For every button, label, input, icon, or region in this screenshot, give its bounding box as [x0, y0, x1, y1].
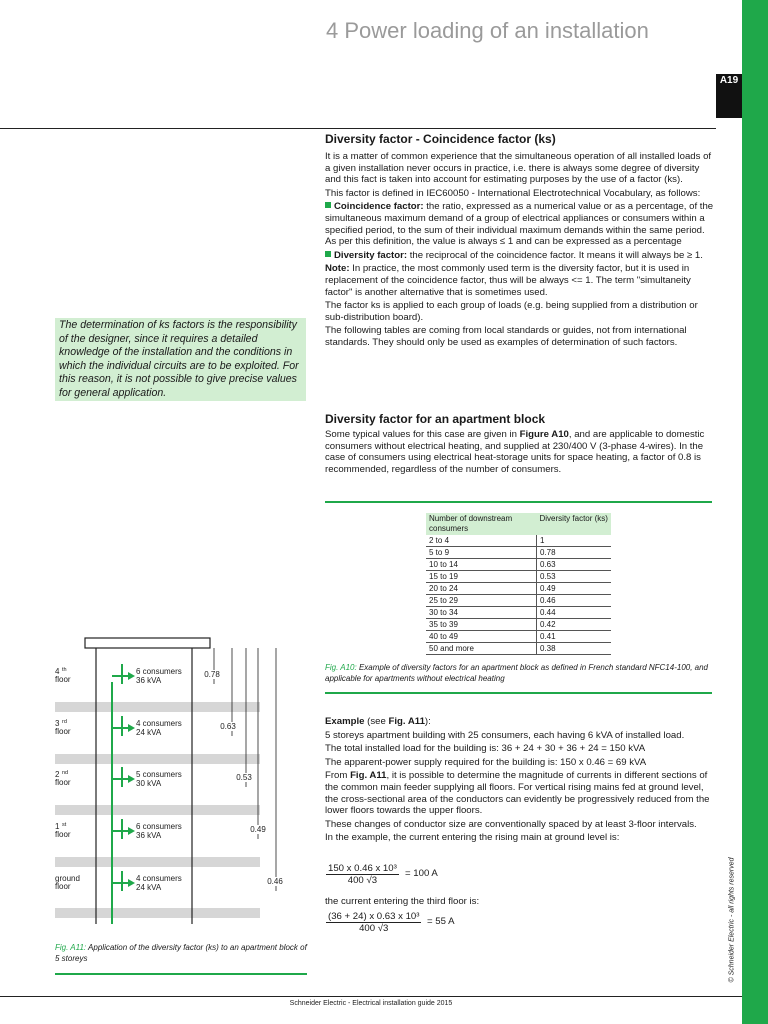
floor-slab	[55, 908, 260, 918]
factor-cell: 0.41	[537, 631, 612, 643]
consumer-load: 36 kVA	[136, 831, 162, 840]
consumer-count: 5 consumers	[136, 770, 182, 779]
arrow-head-icon	[128, 775, 135, 783]
column-header: Diversity factor (ks)	[537, 513, 612, 535]
consumers-cell: 15 to 19	[426, 571, 537, 583]
paragraph: The factor ks is applied to each group of loads (e.g. being supplied from a distribution or sub-distribution board).	[325, 300, 698, 323]
arrow-head-icon	[128, 879, 135, 887]
consumers-cell: 10 to 14	[426, 559, 537, 571]
copyright-text: © Schneider Electric - all rights reserved	[728, 857, 736, 983]
example-body	[325, 716, 717, 846]
diversity-factor-label: 0.46	[267, 877, 283, 886]
table-row	[426, 631, 611, 643]
table-row	[426, 583, 611, 595]
arrow-head-icon	[128, 672, 135, 680]
section-title-diversity: Diversity factor - Coincidence factor (ks)	[325, 132, 556, 146]
table-row	[426, 607, 611, 619]
section-apartment-body	[325, 429, 717, 477]
floor-label: 1	[55, 822, 60, 831]
formula-result: = 100 A	[405, 868, 438, 879]
factor-cell: 0.49	[537, 583, 612, 595]
consumers-cell: 40 to 49	[426, 631, 537, 643]
formula-ground-current	[326, 863, 438, 886]
column-header: Number of downstream consumers	[426, 513, 537, 535]
chapter-title: 4 Power loading of an installation	[326, 18, 649, 43]
bullet-coincidence	[325, 201, 717, 247]
factor-cell: 1	[537, 535, 612, 547]
consumer-load: 24 kVA	[136, 728, 162, 737]
figure-caption-a10	[325, 662, 715, 684]
table-row	[426, 535, 611, 547]
consumers-cell: 2 to 4	[426, 535, 537, 547]
consumer-count: 4 consumers	[136, 874, 182, 883]
bullet-square-icon	[325, 251, 331, 257]
factor-cell: 0.78	[537, 547, 612, 559]
section-title-apartment: Diversity factor for an apartment block	[325, 412, 546, 426]
consumer-count: 4 consumers	[136, 719, 182, 728]
floor-label: ground	[55, 874, 80, 883]
consumers-cell: 20 to 24	[426, 583, 537, 595]
consumers-cell: 30 to 34	[426, 607, 537, 619]
caption-label: Fig. A10:	[325, 663, 357, 672]
table-header-row	[426, 513, 611, 535]
example-title: Example	[325, 716, 365, 727]
roof	[85, 638, 210, 648]
footer-text: Schneider Electric - Electrical installation guide 2015	[289, 1000, 453, 1007]
apartment-block-diagram	[50, 632, 310, 932]
figure-bottom-rule-a11	[55, 973, 307, 975]
factor-cell: 0.46	[537, 595, 612, 607]
table-row	[426, 595, 611, 607]
paragraph: It is a matter of common experience that the simultaneous operation of all installed loads of a given installation never occurs in practice, i.e. there is always some degree of diversity and this fact is taken into account for estimating purposes by the use of a factor (ks).	[325, 151, 712, 186]
paragraph: These changes of conductor size are conventionally spaced by at least 3-floor intervals.	[325, 818, 697, 830]
section-diversity-body	[325, 151, 717, 351]
factor-cell: 0.44	[537, 607, 612, 619]
floor-ordinal: th	[62, 667, 67, 673]
consumer-load: 24 kVA	[136, 883, 162, 892]
bullet-square-icon	[325, 202, 331, 208]
table-top-rule	[325, 501, 712, 503]
figure-bottom-rule	[325, 692, 712, 694]
formula-numerator: (36 + 24) x 0.63 x 10³	[328, 911, 420, 922]
term-label: Diversity factor:	[334, 249, 408, 261]
paragraph: 5 storeys apartment building with 25 consumers, each having 6 kVA of installed load.	[325, 729, 685, 741]
consumer-count: 6 consumers	[136, 822, 182, 831]
floor-word: floor	[55, 830, 71, 839]
consumer-load: 36 kVA	[136, 676, 162, 685]
consumer-count: 6 consumers	[136, 667, 182, 676]
table-row	[426, 571, 611, 583]
formula-third-floor-current	[326, 911, 455, 934]
diversity-factor-label: 0.63	[220, 722, 236, 731]
consumers-cell: 50 and more	[426, 643, 537, 655]
paragraph: This factor is defined in IEC60050 - International Electrotechnical Vocabulary, as follows:	[325, 187, 701, 199]
text: , it is possible to determine the magnitude of currents in different sections of the common main feeder supplying all floors. For vertical rising mains fed at ground level, the cross-sectional area of the conductors can evidently be progressively reduced from the lower floors towards the upper floors.	[325, 770, 710, 817]
page-number-tab: A19	[716, 74, 742, 88]
consumers-cell: 25 to 29	[426, 595, 537, 607]
paragraph: The following tables are coming from local standards or guides, not from international standards. They should only be used as examples of determination of such factors.	[325, 325, 687, 348]
floor-label: 2	[55, 770, 60, 779]
floor-ordinal: nd	[62, 770, 69, 776]
figure-ref: Fig. A11	[388, 716, 425, 727]
floor-slab	[55, 754, 260, 764]
text: ):	[424, 716, 431, 727]
diversity-table	[426, 513, 611, 655]
diversity-factor-label: 0.78	[204, 670, 220, 679]
paragraph: In the example, the current entering the rising main at ground level is:	[325, 832, 620, 844]
copyright-note	[720, 840, 744, 1000]
caption-label: Fig. A11:	[55, 943, 87, 952]
floor-word: floor	[55, 727, 71, 736]
note-text: In practice, the most commonly used term is the diversity factor, but it is used in replacement of the coincidence factor, thus will be always <= 1. The term "simultaneity factor" is another alternative that is sometimes used.	[325, 263, 691, 298]
diversity-factor-label: 0.53	[236, 773, 252, 782]
figure-ref: Figure A10	[519, 429, 569, 440]
arrow-head-icon	[128, 827, 135, 835]
floor-slab	[55, 702, 260, 712]
text: From	[325, 770, 351, 782]
floor-word: floor	[55, 882, 71, 891]
paragraph: the current entering the third floor is:	[325, 896, 480, 907]
paragraph	[325, 429, 717, 475]
figure-ref: Fig. A11	[350, 770, 387, 782]
floor-slab	[55, 805, 260, 815]
paragraph	[325, 770, 717, 816]
example-heading	[325, 716, 717, 728]
text: (see	[364, 716, 389, 727]
floor-label: 4	[55, 667, 60, 676]
footer-rule	[0, 996, 742, 997]
factor-cell: 0.38	[537, 643, 612, 655]
caption-text: Example of diversity factors for an apartment block as defined in French standard NFC14-100, and applicable for apartments without electrical heating	[325, 663, 709, 683]
text: Some typical values for this case are given in	[325, 429, 520, 440]
formula-numerator: 150 x 0.46 x 10³	[328, 863, 397, 874]
floor-label: 3	[55, 719, 60, 728]
factor-cell: 0.53	[537, 571, 612, 583]
floor-ordinal: st	[62, 822, 67, 828]
table-row	[426, 559, 611, 571]
table-row	[426, 547, 611, 559]
formula-denominator: 400 √3	[359, 923, 389, 934]
diversity-factor-label: 0.49	[250, 825, 266, 834]
floor-word: floor	[55, 778, 71, 787]
note	[325, 263, 717, 298]
floor-ordinal: rd	[62, 719, 67, 725]
factor-cell: 0.42	[537, 619, 612, 631]
note-label: Note:	[325, 263, 350, 275]
edge-color-bar	[742, 0, 768, 1024]
table-row	[426, 619, 611, 631]
page-tab-block	[716, 88, 742, 118]
consumers-cell: 35 to 39	[426, 619, 537, 631]
term-definition: the reciprocal of the coincidence factor. It means it will always be ≥ 1.	[407, 249, 703, 261]
text: , and are applicable to domestic consumers without electrical heating, and supplied at 230/400 V (3-phase 4-wires). In the case of consumers using electrical heat-storage units for space heating, a factor of 0.8 is recommended, regardless of the number of consumers.	[325, 429, 705, 475]
consumers-cell: 5 to 9	[426, 547, 537, 559]
formula-result: = 55 A	[427, 916, 455, 927]
side-note: The determination of ks factors is the responsibility of the designer, since it requires a detailed knowledge of the installation and the conditions in which the individual circuits are to be exploited. For this reason, it is not possible to give precise values for general application.	[55, 318, 306, 401]
header-rule	[0, 128, 716, 129]
arrow-head-icon	[128, 724, 135, 732]
factor-cell: 0.63	[537, 559, 612, 571]
caption-text: Application of the diversity factor (ks) to an apartment block of 5 storeys	[55, 943, 307, 963]
paragraph: The apparent-power supply required for the building is: 150 x 0.46 = 69 kVA	[325, 756, 647, 768]
consumer-load: 30 kVA	[136, 779, 162, 788]
term-definition: the ratio, expressed as a numerical value or as a percentage, of the simultaneous maximum demand of a group of electrical appliances or consumers within a specified period, to the sum of their individual maximum demands within the same period. As per this definition, the value is always ≤ 1 and can be expressed as a percentage	[325, 201, 714, 248]
table-row	[426, 643, 611, 655]
paragraph: The total installed load for the building is: 36 + 24 + 30 + 36 + 24 = 150 kVA	[325, 743, 646, 755]
bullet-diversity	[325, 250, 717, 262]
figure-caption-a11	[55, 942, 307, 964]
formula-denominator: 400 √3	[347, 875, 378, 886]
floor-slab	[55, 857, 260, 867]
term-label: Coincidence factor:	[334, 201, 424, 213]
floor-word: floor	[55, 675, 71, 684]
